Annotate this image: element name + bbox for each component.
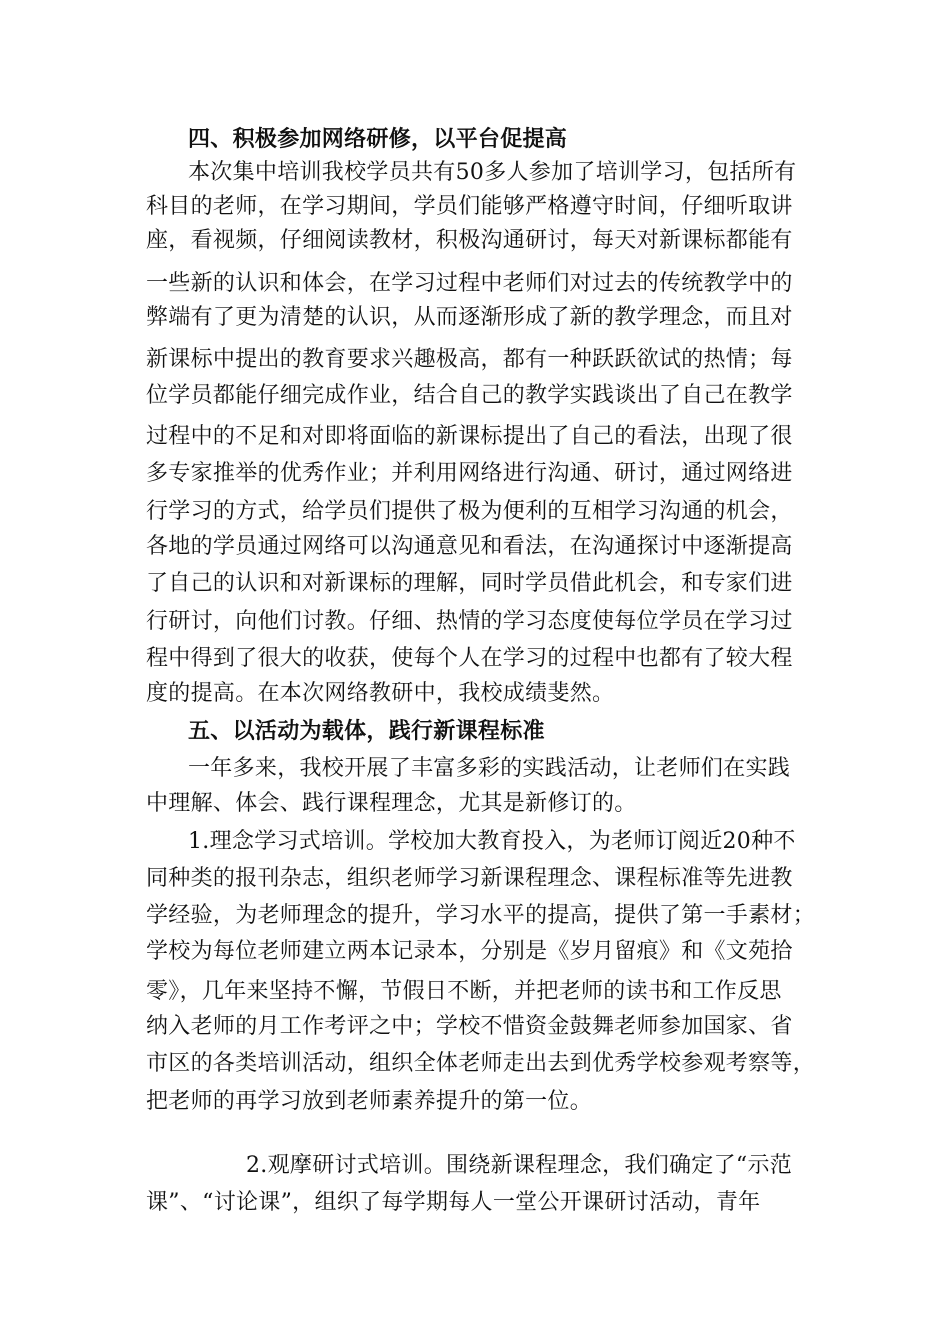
paragraph-line: 各地的学员通过网络可以沟通意见和看法，在沟通探讨中逐渐提高 bbox=[146, 534, 793, 559]
paragraph-line: 过程中的不足和对即将面临的新课标提出了自己的看法，出现了很 bbox=[146, 424, 793, 449]
paragraph-line: 一年多来，我校开展了丰富多彩的实践活动，让老师们在实践 bbox=[188, 756, 791, 781]
paragraph-line: 学校为每位老师建立两本记录本，分别是《岁月留痕》和《文苑拾 bbox=[146, 939, 793, 964]
paragraph-line: 本次集中培训我校学员共有50多人参加了培训学习，包括所有 bbox=[188, 160, 797, 185]
paragraph-line: 课”、“讨论课”，组织了每学期每人一堂公开课研讨活动，青年 bbox=[146, 1190, 761, 1215]
paragraph-line: 新课标中提出的教育要求兴趣极高，都有一种跃跃欲试的热情；每 bbox=[146, 347, 793, 372]
paragraph-line: 科目的老师，在学习期间，学员们能够严格遵守时间，仔细听取讲 bbox=[146, 194, 793, 219]
paragraph-line: 把老师的再学习放到老师素养提升的第一位。 bbox=[146, 1089, 593, 1114]
paragraph-line: 行学习的方式，给学员们提供了极为便利的互相学习沟通的机会， bbox=[146, 499, 793, 524]
paragraph-line: 市区的各类培训活动，组织全体老师走出去到优秀学校参观考察等， bbox=[146, 1051, 816, 1076]
paragraph-line: 同种类的报刊杂志，组织老师学习新课程理念、课程标准等先进教 bbox=[146, 866, 793, 891]
paragraph-line: 零》，几年来坚持不懈，节假日不断，并把老师的读书和工作反思 bbox=[146, 979, 782, 1004]
section-heading-5: 五、以活动为载体，践行新课程标准 bbox=[188, 719, 545, 744]
paragraph-line: 了自己的认识和对新课标的理解，同时学员借此机会，和专家们进 bbox=[146, 571, 793, 596]
paragraph-line: 度的提高。在本次网络教研中，我校成绩斐然。 bbox=[146, 681, 615, 706]
paragraph-line: 2.观摩研讨式培训。围绕新课程理念，我们确定了“示范 bbox=[246, 1153, 793, 1178]
paragraph-line: 行研讨，向他们讨教。仔细、热情的学习态度使每位学员在学习过 bbox=[146, 609, 793, 634]
paragraph-line: 中理解、体会、践行课程理念，尤其是新修订的。 bbox=[146, 791, 637, 816]
section-heading-4: 四、积极参加网络研修，以平台促提高 bbox=[188, 127, 568, 152]
paragraph-line: 多专家推举的优秀作业；并利用网络进行沟通、研讨，通过网络进 bbox=[146, 461, 793, 486]
paragraph-line: 1.理念学习式培训。学校加大教育投入，为老师订阅近20种不 bbox=[188, 829, 796, 854]
paragraph-line: 座，看视频，仔细阅读教材，积极沟通研讨，每天对新课标都能有 bbox=[146, 228, 793, 253]
paragraph-line: 位学员都能仔细完成作业，结合自己的教学实践谈出了自己在教学 bbox=[146, 383, 793, 408]
paragraph-line: 弊端有了更为清楚的认识，从而逐渐形成了新的教学理念，而且对 bbox=[146, 305, 793, 330]
paragraph-line: 纳入老师的月工作考评之中；学校不惜资金鼓舞老师参加国家、省 bbox=[146, 1014, 793, 1039]
paragraph-line: 一些新的认识和体会，在学习过程中老师们对过去的传统教学中的 bbox=[146, 271, 793, 296]
paragraph-line: 学经验，为老师理念的提升，学习水平的提高，提供了第一手素材； bbox=[146, 903, 816, 928]
paragraph-line: 程中得到了很大的收获，使每个人在学习的过程中也都有了较大程 bbox=[146, 646, 793, 671]
